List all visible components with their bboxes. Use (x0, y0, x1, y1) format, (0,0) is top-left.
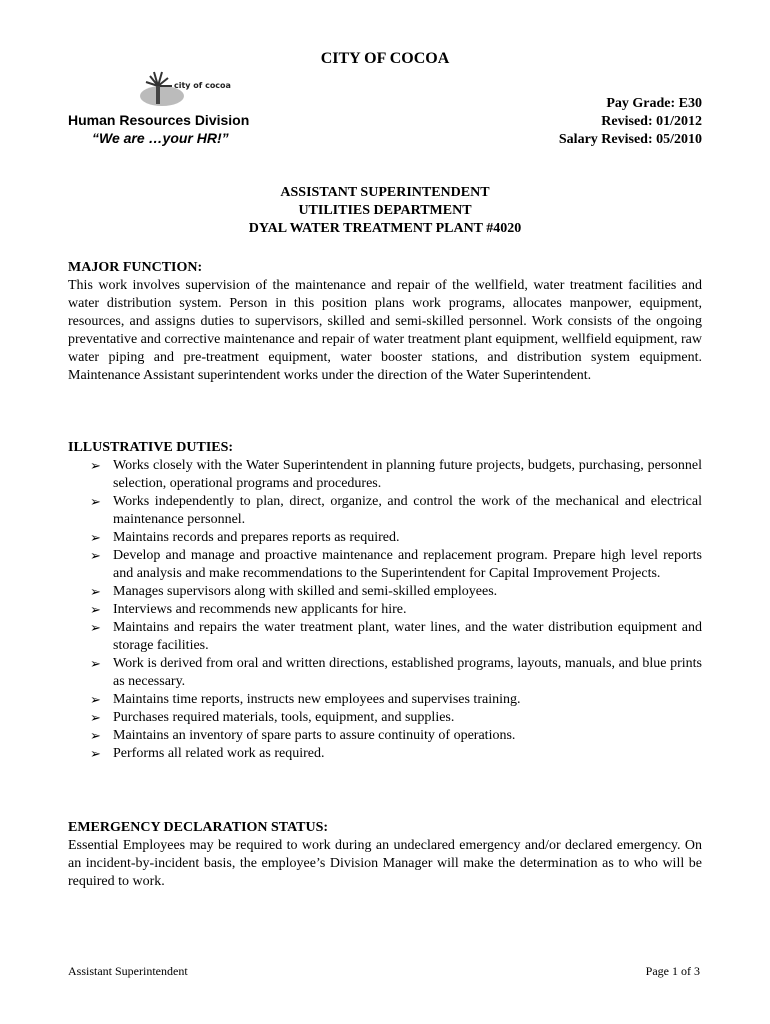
arrow-bullet-icon: ➢ (90, 458, 101, 473)
arrow-bullet-icon: ➢ (90, 710, 101, 725)
plant-name: DYAL WATER TREATMENT PLANT #4020 (248, 221, 522, 236)
arrow-bullet-icon: ➢ (90, 584, 101, 599)
revised-date: Revised: 01/2012 (601, 114, 702, 129)
list-item: ➢ Maintains time reports, instructs new employees and supervises training. (90, 692, 521, 707)
arrow-bullet-icon: ➢ (90, 692, 101, 707)
list-item: ➢ Maintains records and prepares reports as required. (90, 530, 400, 545)
arrow-bullet-icon: ➢ (90, 656, 101, 671)
list-item: ➢ Purchases required materials, tools, equipment, and supplies. (90, 710, 455, 725)
position-title: ASSISTANT SUPERINTENDENT (280, 185, 490, 200)
list-item: ➢ Work is derived from oral and written directions, established programs, layouts, manuals, and blue prints as necessary. (90, 656, 702, 689)
arrow-bullet-icon: ➢ (90, 548, 101, 563)
list-item: ➢ Performs all related work as required. (90, 746, 325, 761)
position-title-block (0, 184, 770, 238)
duties-list (68, 457, 702, 763)
list-item: ➢ Manages supervisors along with skilled and semi-skilled employees. (90, 584, 498, 599)
arrow-bullet-icon: ➢ (90, 530, 101, 545)
arrow-bullet-icon: ➢ (90, 602, 101, 617)
duties-heading: ILLUSTRATIVE DUTIES: (68, 440, 234, 455)
list-item: ➢ Maintains and repairs the water treatment plant, water lines, and the water distribution equipment and storage facilities. (90, 620, 702, 653)
list-item: ➢ Interviews and recommends new applicants for hire. (90, 602, 407, 617)
major-function-section (68, 259, 702, 385)
emergency-status-section (68, 819, 702, 891)
list-item: ➢ Develop and manage and proactive maintenance and replacement program. Prepare high level reports and analysis and make recommendations to the Superintendent for Capital Improvement Projects. (90, 548, 702, 581)
arrow-bullet-icon: ➢ (90, 746, 101, 761)
arrow-bullet-icon: ➢ (90, 494, 101, 509)
major-function-text: This work involves supervision of the maintenance and repair of the wellfield, water treatment facilities and water distribution system. Person in this position plans work programs, allocates manpower, equipment, resources, and assigns duties to supervisors, skilled and semi-skilled personnel. Work consists of the ongoing preventative and corrective maintenance and repair of water treatment plant equipment, wellfield equipment, raw water piping and pre-treatment equipment, water booster stations, and distribution system equipment. Maintenance Assistant superintendent works under the direction of the Water Superintendent. (68, 278, 702, 383)
illustrative-duties-section (68, 439, 702, 763)
salary-revised-date: Salary Revised: 05/2010 (558, 132, 702, 147)
list-item: ➢ Works closely with the Water Superintendent in planning future projects, budgets, purchasing, personnel selection, operational programs and procedures. (90, 458, 702, 491)
list-item: ➢ Maintains an inventory of spare parts to assure continuity of operations. (90, 728, 516, 743)
department-name: UTILITIES DEPARTMENT (298, 203, 472, 218)
arrow-bullet-icon: ➢ (90, 620, 101, 635)
list-item: ➢ Works independently to plan, direct, organize, and control the work of the mechanical and electrical maintenance personnel. (90, 494, 702, 527)
pay-grade: Pay Grade: E30 (606, 96, 702, 111)
pay-grade-block (559, 95, 702, 149)
emergency-heading: EMERGENCY DECLARATION STATUS: (68, 820, 329, 835)
footer-title: Assistant Superintendent (68, 964, 188, 978)
major-function-heading: MAJOR FUNCTION: (68, 260, 203, 275)
city-title: CITY OF COCOA (320, 50, 450, 67)
city-logo (128, 66, 231, 114)
division-tagline: “We are …your HR!” (92, 130, 229, 146)
logo-text: city of cocoa (174, 81, 231, 90)
emergency-text: Essential Employees may be required to work during an undeclared emergency and/or declared emergency. On an incident-by-incident basis, the employee’s Division Manager will make the determination as to who will be required to work. (68, 838, 702, 889)
division-name: Human Resources Division (68, 112, 250, 128)
page-number: Page 1 of 3 (645, 964, 700, 978)
arrow-bullet-icon: ➢ (90, 728, 101, 743)
